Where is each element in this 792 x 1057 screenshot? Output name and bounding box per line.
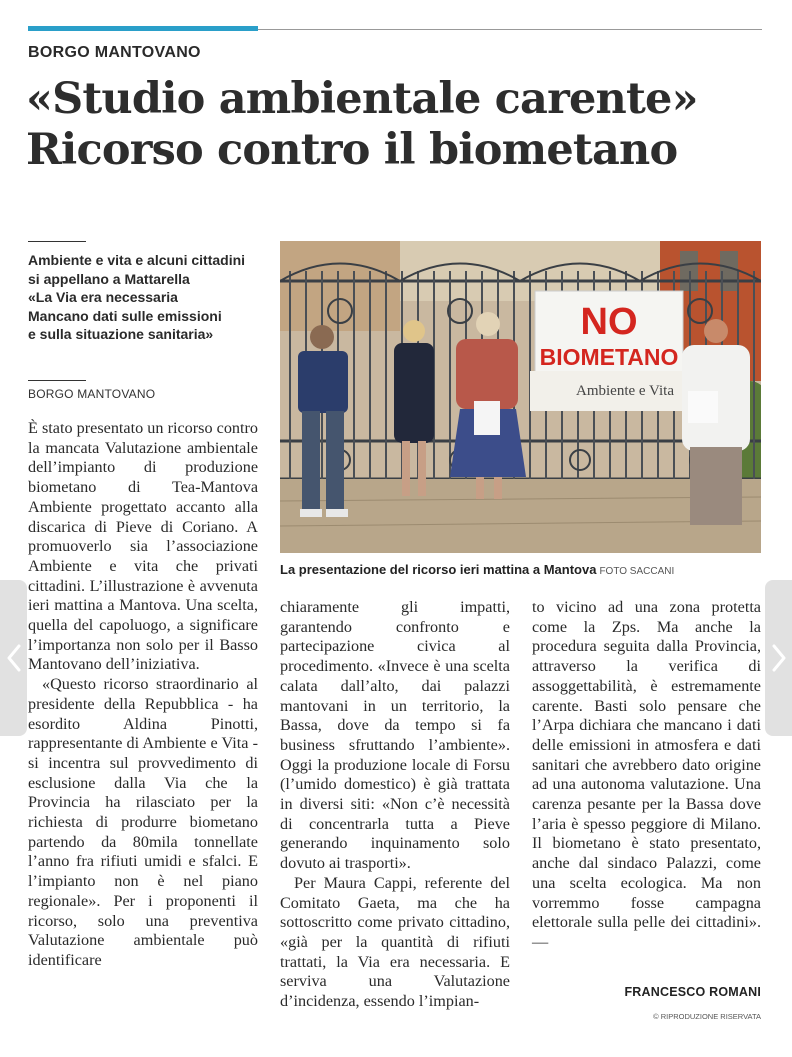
summary-line: e sulla situazione sanitaria» — [28, 326, 214, 343]
next-page-button[interactable] — [765, 580, 792, 736]
article-column-1 — [28, 419, 258, 971]
header-rule — [258, 29, 762, 30]
author-byline: FRANCESCO ROMANI — [624, 985, 761, 999]
paragraph: to vicino ad una zona protetta come la Zps. Ma anche la procedura seguita dalla Provincia, attraverso la verifica di assoggettabilità, è estremamente carente. Basti solo pensare che l’Arpa dichiara che mancano i dati delle emissioni in atmosfera e dati sanitari che avrebbero dato origine ad una autonoma valutazione. Una carenza pesante per la Bassa dove l’aria è spesso peggiore di Milano. Il biometano è stato presentato, anche dal sindaco Palazzi, come una scelta ecologica. Ma non vorremmo fosse campagna elettorale sulla pelle dei cittadini». — — [532, 598, 761, 951]
dateline-rule — [28, 380, 86, 381]
summary — [28, 251, 263, 344]
sign-text-biometano: BIOMETANO — [539, 344, 679, 370]
dateline: BORGO MANTOVANO — [28, 387, 156, 401]
chevron-right-icon — [771, 644, 787, 672]
copyright-notice: © RIPRODUZIONE RISERVATA — [653, 1012, 761, 1021]
summary-rule — [28, 241, 86, 242]
chevron-left-icon — [6, 644, 22, 672]
header-accent-rule — [28, 26, 258, 31]
summary-line: Ambiente e vita e alcuni cittadini — [28, 252, 246, 268]
paragraph: chiaramente gli impatti, garantendo confronto e partecipazione civica al procedimento. «Invece è una scelta calata dall’alto, dai palazzi mantovani in un territorio, la Bassa, dove da tempo si fa business sfruttando l’ambiente». Oggi la produzione locale di Forsu (l’umido domestico) è già trattata in diversi siti: «Non c’è necessità di concentrarla tutta a Pieve generando inquinamento solo dovuto ai trasporti». — [280, 598, 510, 873]
headline-line-1: «Studio ambientale carente» — [26, 74, 698, 124]
article-column-3 — [532, 598, 761, 953]
photo-illustration — [280, 241, 761, 553]
paragraph: «Questo ricorso straordinario al presidente della Repubblica - ha esordito Aldina Pinotti, rappresentante di Ambiente e Vita - si incentra sul provvedimento di esclusione dalla Via che la Provincia ha rilasciato per la richiesta di produrre biometano partendo da 80mila tonnellate l’anno fra rifiuti umidi e sfalci. E l’impianto non è nel piano regionale». Per i proponenti il ricorso, solo una preventiva Valutazione ambientale può identificare — [28, 675, 258, 969]
photo-credit: FOTO SACCANI — [599, 566, 675, 577]
summary-line: Mancano dati sulle emissioni — [28, 307, 222, 324]
article-photo — [280, 241, 761, 553]
paragraph: È stato presentato un ricorso contro la mancata Valutazione ambientale dell’impianto di produzione biometano di Tea-Mantova Ambiente progettato accanto alla discarica di Pieve di Coriano. A promuoverlo sia l’associazione Ambiente e vita che privati cittadini. L’illustrazione è avvenuta ieri mattina a Mantova. Una scelta, quella del capoluogo, a significare l’importanza non solo per il Basso Mantovano dell’iniziativa. — [28, 419, 258, 674]
previous-page-button[interactable] — [0, 580, 27, 736]
headline-line-2: Ricorso contro il biometano — [26, 125, 678, 175]
person-figure — [682, 319, 750, 525]
headline — [26, 74, 766, 176]
caption-text: La presentazione del ricorso ieri mattina a Mantova — [280, 562, 597, 577]
paragraph: Per Maura Cappi, referente del Comitato Gaeta, ma che ha sottoscritto come privato cittadino, «già per la quantità di rifiuti trattati, la Via era necessaria. E serviva una Valutazione d’incidenza, essendo l’impian- — [280, 873, 510, 1011]
sign-text-no: NO — [580, 301, 638, 343]
section-label: BORGO MANTOVANO — [28, 44, 201, 61]
summary-line: «La Via era necessaria — [28, 289, 178, 306]
article-column-2 — [280, 598, 510, 1012]
summary-line: si appellano a Mattarella — [28, 270, 190, 287]
photo-caption — [280, 562, 674, 577]
banner-text: Ambiente e Vita — [576, 383, 674, 399]
